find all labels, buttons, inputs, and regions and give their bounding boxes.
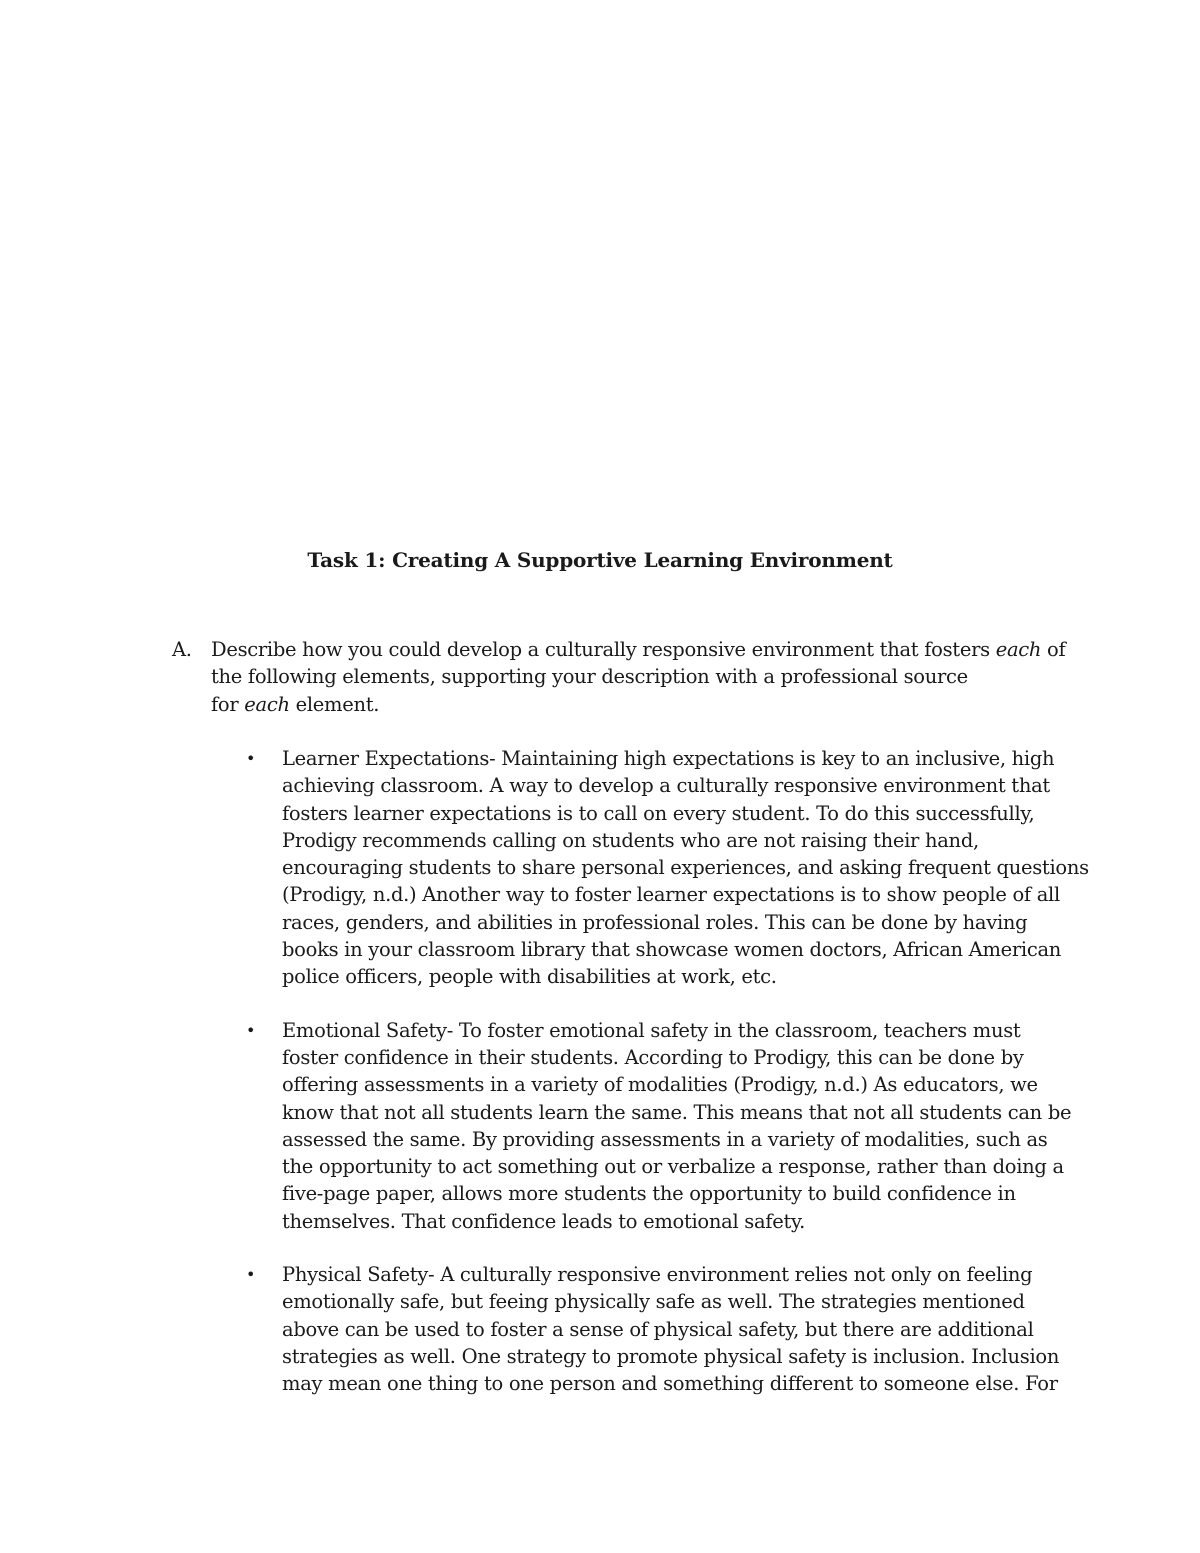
bullet-icon: • xyxy=(246,1020,256,1040)
bullet-line: Learner Expectations- Maintaining high expectations is key to an inclusive, high xyxy=(282,747,1055,770)
bullet-line: books in your classroom library that showcase women doctors, African American xyxy=(282,938,1062,962)
bullet-line: themselves. That confidence leads to emotional safety. xyxy=(282,1209,806,1233)
bullet-line: the opportunity to act something out or verbalize a response, rather than doing a xyxy=(282,1155,1064,1179)
section-line xyxy=(211,636,1066,663)
section-line xyxy=(211,691,1061,718)
section-a xyxy=(172,636,1072,718)
bullet-line: police officers, people with disabilities at work, etc. xyxy=(282,965,777,989)
section-marker: A. xyxy=(172,638,192,661)
bullet-icon: • xyxy=(246,1265,256,1285)
section-text-run: the following elements, supporting your description with a professional source xyxy=(211,665,968,689)
bullet-line: achieving classroom. A way to develop a culturally responsive environment that xyxy=(282,774,1050,798)
bullet-line: fosters learner expectations is to call on every student. To do this successfully, xyxy=(282,801,1035,825)
emphasis-text: each xyxy=(244,692,290,716)
section-prompt xyxy=(211,636,1066,718)
bullet-list xyxy=(244,745,1089,1424)
section-text-run: Describe how you could develop a culturally responsive environment that fosters xyxy=(211,638,996,661)
bullet-line: Physical Safety- A culturally responsive environment relies not only on feeling xyxy=(282,1263,1033,1287)
bullet-line: strategies as well. One strategy to promote physical safety is inclusion. Inclusion xyxy=(282,1344,1060,1368)
bullet-item xyxy=(244,1017,1072,1235)
bullet-line: five-page paper, allows more students the opportunity to build confidence in xyxy=(282,1182,1016,1206)
bullet-line: assessed the same. By providing assessments in a variety of modalities, such as xyxy=(282,1127,1048,1151)
bullet-line: encouraging students to share personal experiences, and asking frequent questions xyxy=(282,856,1089,880)
section-text-run: of xyxy=(1041,638,1066,661)
bullet-line: offering assessments in a variety of modalities (Prodigy, n.d.) As educators, we xyxy=(282,1073,1038,1097)
section-text-run: for xyxy=(211,692,245,716)
bullet-line: may mean one thing to one person and something different to someone else. For xyxy=(282,1372,1058,1396)
bullet-line: Emotional Safety- To foster emotional safety in the classroom, teachers must xyxy=(282,1018,1021,1042)
bullet-line: (Prodigy, n.d.) Another way to foster learner expectations is to show people of all xyxy=(282,883,1060,907)
bullet-line: emotionally safe, but feeing physically safe as well. The strategies mentioned xyxy=(282,1290,1025,1314)
bullet-line: above can be used to foster a sense of physical safety, but there are additional xyxy=(282,1317,1034,1341)
emphasis-text: each xyxy=(995,638,1042,661)
bullet-icon: • xyxy=(246,749,256,768)
bullet-item xyxy=(244,1261,1064,1397)
section-text-run: element. xyxy=(289,692,380,716)
bullet-line: foster confidence in their students. According to Prodigy, this can be done by xyxy=(282,1045,1024,1069)
bullet-line: Prodigy recommends calling on students who are not raising their hand, xyxy=(282,828,979,852)
bullet-line: races, genders, and abilities in professional roles. This can be done by having xyxy=(282,910,1028,934)
bullet-line: know that not all students learn the same. This means that not all students can be xyxy=(282,1100,1072,1124)
section-line xyxy=(211,663,1061,690)
bullet-item xyxy=(244,745,1089,991)
page-title: Task 1: Creating A Supportive Learning Environment xyxy=(307,548,893,572)
